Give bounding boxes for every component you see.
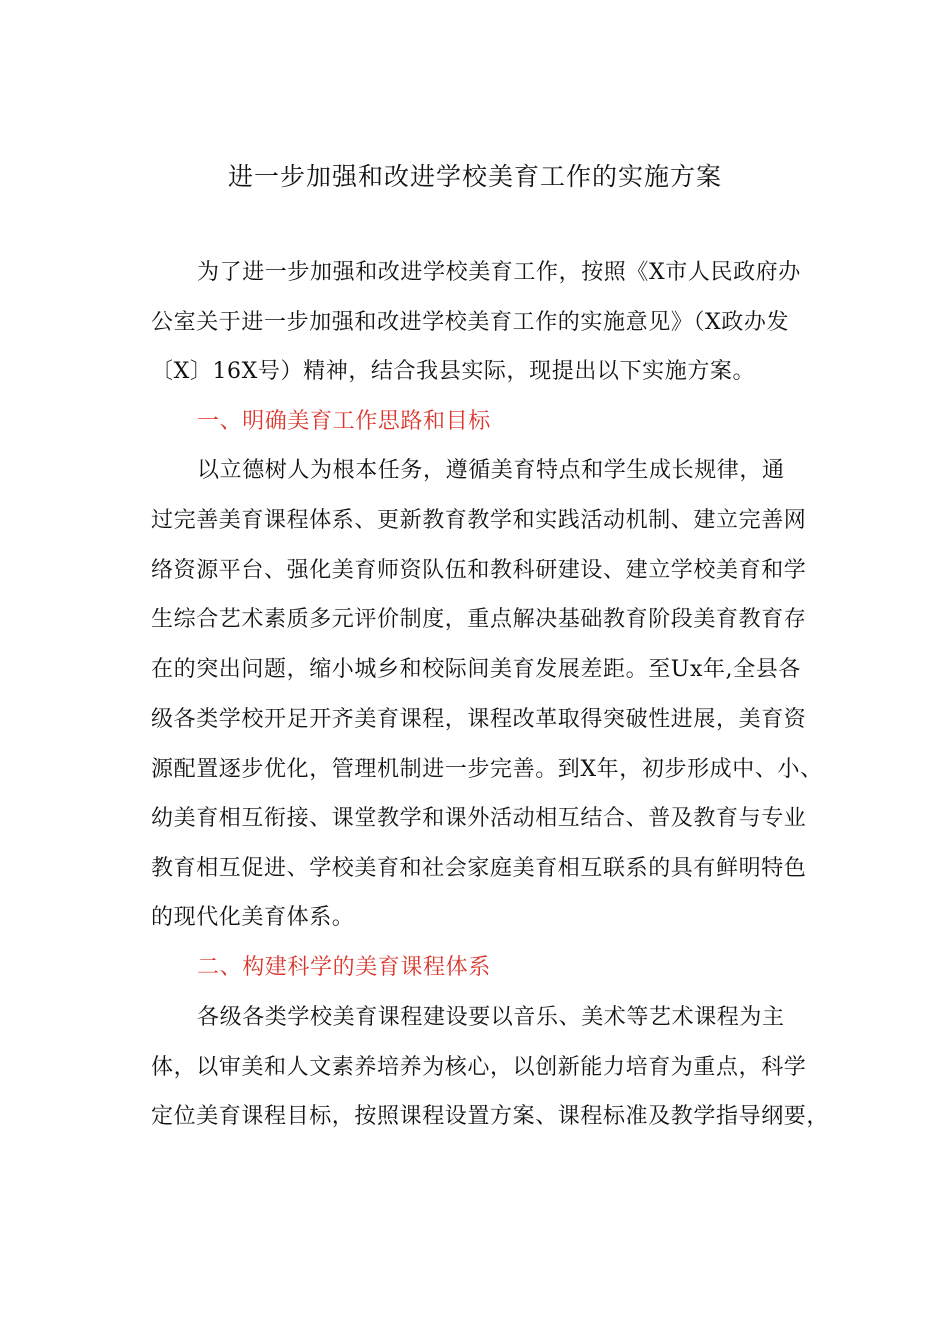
section2-heading: 二、构建科学的美育课程体系 — [197, 955, 491, 980]
section1-line-10: 的现代化美育体系。 — [151, 905, 355, 930]
section1-line-3: 络资源平台、强化美育师资队伍和教科研建设、建立学校美育和学 — [151, 558, 807, 583]
section1-line-4: 生综合艺术素质多元评价制度，重点解决基础教育阶段美育教育存 — [151, 607, 807, 632]
section1-line-1: 以立德树人为根本任务，遵循美育特点和学生成长规律，通 — [197, 458, 785, 483]
section2-line-2: 体，以审美和人文素养培养为核心，以创新能力培育为重点，科学 — [151, 1055, 807, 1080]
intro-line-1: 为了进一步加强和改进学校美育工作，按照《X市人民政府办 — [197, 260, 801, 285]
section1-line-8: 幼美育相互衔接、课堂教学和课外活动相互结合、普及教育与专业 — [151, 806, 807, 831]
section2-line-3: 定位美育课程目标，按照课程设置方案、课程标准及教学指导纲要， — [151, 1104, 830, 1129]
section1-heading: 一、明确美育工作思路和目标 — [197, 409, 491, 434]
intro-line-2: 公室关于进一步加强和改进学校美育工作的实施意见》（X政办发 — [151, 310, 790, 335]
document-title: 进一步加强和改进学校美育工作的实施方案 — [227, 162, 722, 191]
section1-line-2: 过完善美育课程体系、更新教育教学和实践活动机制、建立完善网 — [151, 508, 807, 533]
section1-line-9: 教育相互促进、学校美育和社会家庭美育相互联系的具有鲜明特色 — [151, 856, 807, 881]
section2-line-1: 各级各类学校美育课程建设要以音乐、美术等艺术课程为主 — [197, 1005, 785, 1030]
section1-line-5: 在的突出问题，缩小城乡和校际间美育发展差距。至Ux年,全县各 — [151, 657, 801, 682]
section1-line-6: 级各类学校开足开齐美育课程，课程改革取得突破性进展，美育资 — [151, 707, 807, 732]
section1-line-7: 源配置逐步优化，管理机制进一步完善。到X年，初步形成中、小、 — [151, 757, 823, 782]
intro-line-3: 〔X〕16X号）精神，结合我县实际，现提出以下实施方案。 — [151, 359, 756, 384]
